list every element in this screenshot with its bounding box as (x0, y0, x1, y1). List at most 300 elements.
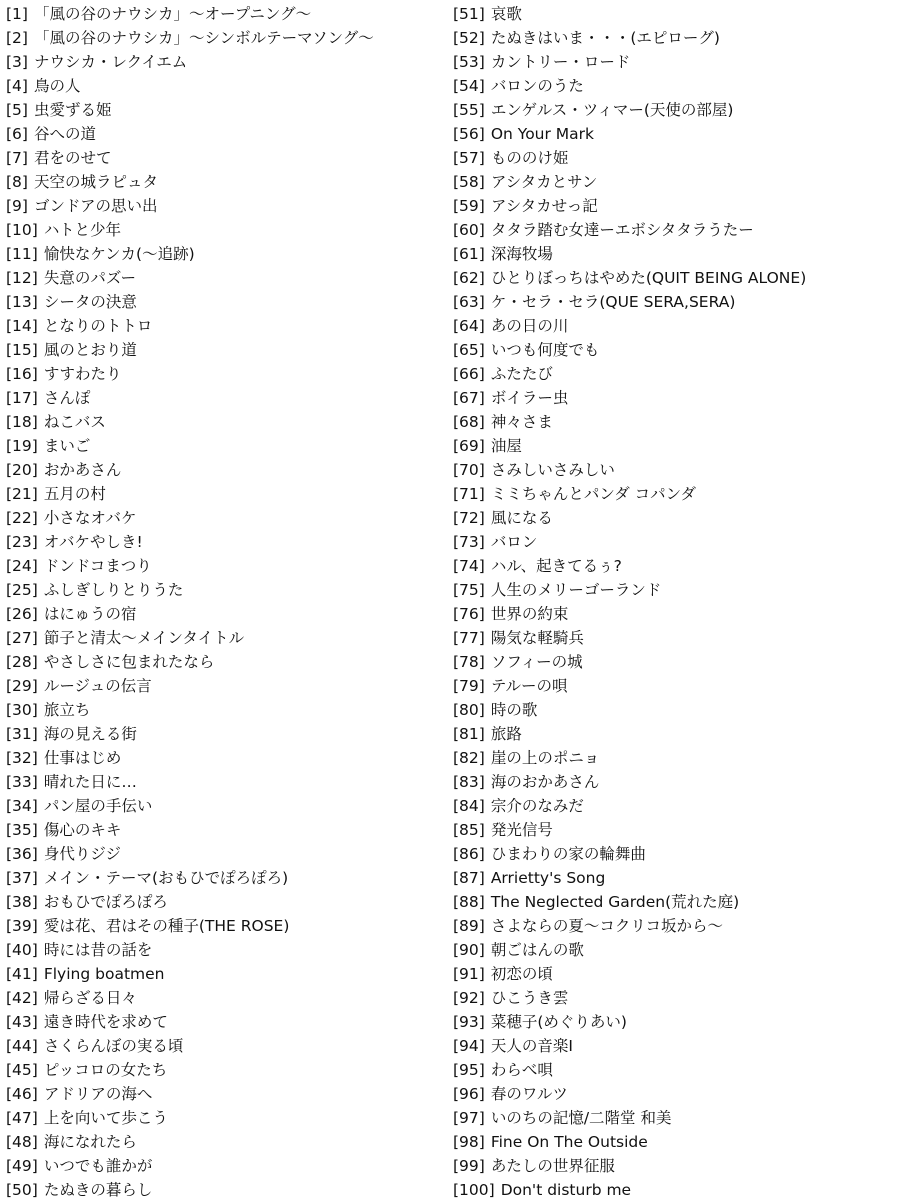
track-item (453, 914, 895, 938)
track-title: やさしさに包まれたなら (43, 653, 215, 671)
track-title: 谷への道 (33, 125, 96, 143)
track-number: [47] (6, 1109, 38, 1127)
track-title: Arrietty's Song (490, 869, 606, 887)
track-number: [44] (6, 1037, 38, 1055)
track-title: 天空の城ラピュタ (33, 173, 158, 191)
track-item (453, 146, 895, 170)
track-number: [25] (6, 581, 38, 599)
track-title: さよならの夏〜コクリコ坂から〜 (490, 917, 724, 935)
track-number: [63] (453, 293, 485, 311)
track-title: 菜穂子(めぐりあい) (490, 1013, 627, 1031)
track-number: [57] (453, 149, 485, 167)
track-title: ひこうき雲 (490, 989, 569, 1007)
track-item (453, 434, 895, 458)
track-item (6, 986, 446, 1010)
track-number: [19] (6, 437, 38, 455)
track-item (6, 314, 446, 338)
track-title: 鳥の人 (33, 77, 81, 95)
track-number: [10] (6, 221, 38, 239)
track-item (6, 746, 446, 770)
track-item (453, 314, 895, 338)
track-number: [100] (453, 1181, 495, 1199)
track-number: [37] (6, 869, 38, 887)
track-title: 小さなオバケ (43, 509, 137, 527)
track-item (453, 1154, 895, 1178)
track-item (453, 1178, 895, 1202)
track-title: 旅立ち (43, 701, 91, 719)
track-number: [49] (6, 1157, 38, 1175)
track-number: [1] (6, 5, 28, 23)
track-title: 愛は花、君はその種子(THE ROSE) (43, 917, 290, 935)
track-title: ナウシカ・レクイエム (33, 53, 188, 71)
track-item (6, 866, 446, 890)
track-item (453, 578, 895, 602)
track-number: [33] (6, 773, 38, 791)
track-item (6, 74, 446, 98)
track-item (6, 770, 446, 794)
track-title: ふしぎしりとりうた (43, 581, 184, 599)
track-item (453, 266, 895, 290)
track-column-right (453, 2, 895, 1202)
track-number: [17] (6, 389, 38, 407)
track-number: [67] (453, 389, 485, 407)
track-number: [50] (6, 1181, 38, 1199)
track-title: 油屋 (490, 437, 522, 455)
track-item (6, 458, 446, 482)
track-item (453, 194, 895, 218)
track-title: 失意のパズー (43, 269, 137, 287)
track-item (453, 338, 895, 362)
track-title: いつでも誰かが (43, 1157, 153, 1175)
track-number: [75] (453, 581, 485, 599)
track-item (453, 626, 895, 650)
track-number: [4] (6, 77, 28, 95)
track-number: [16] (6, 365, 38, 383)
track-title: 身代りジジ (43, 845, 121, 863)
track-item (6, 242, 446, 266)
track-item (6, 410, 446, 434)
track-title: 虫愛ずる姫 (33, 101, 112, 119)
track-number: [22] (6, 509, 38, 527)
track-title: 海のおかあさん (490, 773, 600, 791)
track-item (453, 362, 895, 386)
track-number: [65] (453, 341, 485, 359)
track-number: [81] (453, 725, 485, 743)
track-title: たぬきはいま・・・(エピローグ) (490, 29, 720, 47)
track-number: [84] (453, 797, 485, 815)
track-title: ケ・セラ・セラ(QUE SERA,SERA) (490, 293, 736, 311)
track-title: 春のワルツ (490, 1085, 568, 1103)
track-number: [5] (6, 101, 28, 119)
track-item (453, 746, 895, 770)
track-number: [3] (6, 53, 28, 71)
track-number: [55] (453, 101, 485, 119)
track-number: [34] (6, 797, 38, 815)
track-item (6, 794, 446, 818)
track-number: [69] (453, 437, 485, 455)
track-item (6, 362, 446, 386)
track-number: [83] (453, 773, 485, 791)
track-item (6, 338, 446, 362)
track-item (453, 1034, 895, 1058)
track-item (6, 674, 446, 698)
track-title: ハトと少年 (43, 221, 122, 239)
track-title: さくらんぼの実る頃 (43, 1037, 184, 1055)
track-title: ひまわりの家の輪舞曲 (490, 845, 646, 863)
track-item (6, 1178, 446, 1202)
track-item (6, 962, 446, 986)
track-item (6, 218, 446, 242)
track-title: Don't disturb me (500, 1181, 632, 1199)
track-number: [99] (453, 1157, 485, 1175)
track-title: ひとりぼっちはやめた(QUIT BEING ALONE) (490, 269, 807, 287)
track-title: 上を向いて歩こう (43, 1109, 168, 1127)
track-item (6, 170, 446, 194)
track-item (6, 122, 446, 146)
track-item (453, 794, 895, 818)
track-title: となりのトトロ (43, 317, 153, 335)
track-title: ミミちゃんとパンダ コパンダ (490, 485, 697, 503)
track-title: おもひでぽろぽろ (43, 893, 168, 911)
track-item (453, 1010, 895, 1034)
track-list (0, 2, 900, 1198)
track-number: [94] (453, 1037, 485, 1055)
track-item (453, 938, 895, 962)
track-title: オバケやしき! (43, 533, 143, 551)
track-number: [48] (6, 1133, 38, 1151)
track-number: [96] (453, 1085, 485, 1103)
track-item (453, 506, 895, 530)
track-item (453, 386, 895, 410)
track-number: [59] (453, 197, 485, 215)
track-number: [20] (6, 461, 38, 479)
track-item (453, 698, 895, 722)
track-item (6, 938, 446, 962)
track-number: [28] (6, 653, 38, 671)
track-title: 陽気な軽騎兵 (490, 629, 584, 647)
track-title: 五月の村 (43, 485, 106, 503)
track-item (6, 1106, 446, 1130)
track-number: [11] (6, 245, 38, 263)
track-title: アシタカせっ記 (490, 197, 598, 215)
track-item (6, 554, 446, 578)
track-number: [12] (6, 269, 38, 287)
track-item (6, 1010, 446, 1034)
track-item (6, 290, 446, 314)
track-title: ピッコロの女たち (43, 1061, 168, 1079)
track-title: 傷心のキキ (43, 821, 122, 839)
track-title: 愉快なケンカ(〜追跡) (43, 245, 195, 263)
track-number: [46] (6, 1085, 38, 1103)
track-number: [29] (6, 677, 38, 695)
track-number: [61] (453, 245, 485, 263)
track-title: Fine On The Outside (490, 1133, 648, 1151)
track-title: 風になる (490, 509, 553, 527)
track-item (6, 914, 446, 938)
track-item (453, 650, 895, 674)
track-item (6, 698, 446, 722)
track-item (453, 98, 895, 122)
track-title: いのちの記憶/二階堂 和美 (490, 1109, 672, 1127)
track-number: [38] (6, 893, 38, 911)
track-item (453, 554, 895, 578)
track-number: [41] (6, 965, 38, 983)
track-title: ハル、起きてるぅ? (490, 557, 622, 575)
track-item (453, 890, 895, 914)
track-title: ふたたび (490, 365, 553, 383)
track-item (453, 818, 895, 842)
track-title: アシタカとサン (490, 173, 598, 191)
track-item (6, 50, 446, 74)
track-number: [60] (453, 221, 485, 239)
track-number: [80] (453, 701, 485, 719)
track-title: アドリアの海へ (43, 1085, 153, 1103)
track-item (6, 578, 446, 602)
track-number: [70] (453, 461, 485, 479)
track-column-left (6, 2, 446, 1202)
track-number: [86] (453, 845, 485, 863)
track-title: 仕事はじめ (43, 749, 122, 767)
track-item (453, 962, 895, 986)
track-title: Flying boatmen (43, 965, 165, 983)
track-title: たぬきの暮らし (43, 1181, 153, 1199)
track-item (453, 242, 895, 266)
track-number: [7] (6, 149, 28, 167)
track-number: [95] (453, 1061, 485, 1079)
track-item (453, 602, 895, 626)
track-item (6, 386, 446, 410)
track-number: [52] (453, 29, 485, 47)
track-item (453, 986, 895, 1010)
track-title: シータの決意 (43, 293, 137, 311)
track-number: [78] (453, 653, 485, 671)
track-title: タタラ踏む女達ーエボシタタラうたー (490, 221, 754, 239)
track-title: ボイラー虫 (490, 389, 569, 407)
track-title: おかあさん (43, 461, 122, 479)
track-title: 風のとおり道 (43, 341, 137, 359)
track-number: [56] (453, 125, 485, 143)
track-number: [82] (453, 749, 485, 767)
track-number: [72] (453, 509, 485, 527)
track-item (453, 866, 895, 890)
track-item (6, 434, 446, 458)
track-item (453, 122, 895, 146)
track-item (453, 170, 895, 194)
track-number: [35] (6, 821, 38, 839)
track-number: [68] (453, 413, 485, 431)
track-item (453, 482, 895, 506)
track-title: 初恋の頃 (490, 965, 553, 983)
track-title: 帰らざる日々 (43, 989, 137, 1007)
track-item (6, 818, 446, 842)
track-number: [64] (453, 317, 485, 335)
track-number: [90] (453, 941, 485, 959)
track-title: ソフィーの城 (490, 653, 583, 671)
track-item (6, 650, 446, 674)
track-item (6, 1058, 446, 1082)
track-item (453, 530, 895, 554)
track-item (453, 458, 895, 482)
track-item (6, 2, 446, 26)
track-number: [8] (6, 173, 28, 191)
track-number: [97] (453, 1109, 485, 1127)
track-number: [27] (6, 629, 38, 647)
track-number: [62] (453, 269, 485, 287)
track-item (453, 74, 895, 98)
track-item (6, 1034, 446, 1058)
track-item (453, 2, 895, 26)
track-title: いつも何度でも (490, 341, 600, 359)
track-item (6, 26, 446, 50)
track-title: さんぽ (43, 389, 91, 407)
track-title: On Your Mark (490, 125, 595, 143)
track-title: ねこバス (43, 413, 106, 431)
track-item (453, 674, 895, 698)
track-number: [66] (453, 365, 485, 383)
track-item (453, 842, 895, 866)
track-item (453, 218, 895, 242)
track-item (6, 530, 446, 554)
track-item (453, 50, 895, 74)
track-title: 海になれたら (43, 1133, 137, 1151)
track-title: あたしの世界征服 (490, 1157, 615, 1175)
track-title: 神々さま (490, 413, 553, 431)
track-item (453, 410, 895, 434)
track-number: [93] (453, 1013, 485, 1031)
track-number: [92] (453, 989, 485, 1007)
track-title: まいご (43, 437, 91, 455)
track-number: [15] (6, 341, 38, 359)
track-number: [23] (6, 533, 38, 551)
track-title: テルーの唄 (490, 677, 568, 695)
track-title: あの日の川 (490, 317, 569, 335)
track-number: [43] (6, 1013, 38, 1031)
track-number: [9] (6, 197, 28, 215)
track-item (6, 146, 446, 170)
track-title: 人生のメリーゴーランド (490, 581, 662, 599)
track-number: [91] (453, 965, 485, 983)
track-title: 哀歌 (490, 5, 522, 23)
track-title: 時には昔の話を (43, 941, 153, 959)
track-item (453, 1106, 895, 1130)
track-title: 「風の谷のナウシカ」〜シンボルテーマソング〜 (33, 29, 374, 47)
track-title: メイン・テーマ(おもひでぽろぽろ) (43, 869, 289, 887)
track-title: バロン (490, 533, 538, 551)
track-item (6, 266, 446, 290)
track-number: [45] (6, 1061, 38, 1079)
track-title: すすわたり (43, 365, 122, 383)
track-title: もののけ姫 (490, 149, 569, 167)
track-number: [14] (6, 317, 38, 335)
track-title: ルージュの伝言 (43, 677, 152, 695)
track-item (453, 722, 895, 746)
track-title: 天人の音楽I (490, 1037, 573, 1055)
track-number: [18] (6, 413, 38, 431)
track-title: 「風の谷のナウシカ」〜オープニング〜 (33, 5, 312, 23)
track-title: パン屋の手伝い (43, 797, 153, 815)
track-number: [79] (453, 677, 485, 695)
track-item (6, 1082, 446, 1106)
track-item (453, 1130, 895, 1154)
track-title: さみしいさみしい (490, 461, 615, 479)
track-title: 時の歌 (490, 701, 538, 719)
track-item (453, 1082, 895, 1106)
track-number: [13] (6, 293, 38, 311)
track-number: [30] (6, 701, 38, 719)
track-item (453, 290, 895, 314)
track-number: [26] (6, 605, 38, 623)
track-item (6, 602, 446, 626)
track-title: はにゅうの宿 (43, 605, 137, 623)
track-item (6, 482, 446, 506)
track-item (6, 842, 446, 866)
track-title: 深海牧場 (490, 245, 553, 263)
track-title: エンゲルス・ツィマー(天使の部屋) (490, 101, 734, 119)
track-item (6, 722, 446, 746)
track-number: [87] (453, 869, 485, 887)
track-title: ゴンドアの思い出 (33, 197, 158, 215)
track-number: [54] (453, 77, 485, 95)
track-number: [32] (6, 749, 38, 767)
track-title: 発光信号 (490, 821, 553, 839)
track-number: [88] (453, 893, 485, 911)
track-item (453, 26, 895, 50)
track-title: 君をのせて (33, 149, 112, 167)
track-item (6, 1154, 446, 1178)
track-title: 海の見える街 (43, 725, 137, 743)
track-number: [6] (6, 125, 28, 143)
track-number: [31] (6, 725, 38, 743)
track-title: 宗介のなみだ (490, 797, 584, 815)
track-number: [39] (6, 917, 38, 935)
track-number: [53] (453, 53, 485, 71)
track-title: 旅路 (490, 725, 522, 743)
track-title: 遠き時代を求めて (43, 1013, 168, 1031)
track-item (6, 506, 446, 530)
track-title: 節子と清太〜メインタイトル (43, 629, 245, 647)
track-item (6, 98, 446, 122)
track-title: 晴れた日に… (43, 773, 137, 791)
track-number: [73] (453, 533, 485, 551)
track-number: [77] (453, 629, 485, 647)
track-title: わらべ唄 (490, 1061, 553, 1079)
track-number: [98] (453, 1133, 485, 1151)
track-item (6, 626, 446, 650)
track-title: The Neglected Garden(荒れた庭) (490, 893, 740, 911)
track-number: [24] (6, 557, 38, 575)
track-number: [89] (453, 917, 485, 935)
track-number: [58] (453, 173, 485, 191)
track-item (453, 1058, 895, 1082)
track-number: [85] (453, 821, 485, 839)
track-number: [21] (6, 485, 38, 503)
track-number: [40] (6, 941, 38, 959)
track-title: 世界の約束 (490, 605, 569, 623)
track-item (453, 770, 895, 794)
track-number: [36] (6, 845, 38, 863)
track-title: ドンドコまつり (43, 557, 152, 575)
track-item (6, 890, 446, 914)
track-item (6, 1130, 446, 1154)
track-title: カントリー・ロード (490, 53, 631, 71)
track-number: [2] (6, 29, 28, 47)
track-number: [76] (453, 605, 485, 623)
track-item (6, 194, 446, 218)
track-number: [71] (453, 485, 485, 503)
track-title: 崖の上のポニョ (490, 749, 600, 767)
track-number: [51] (453, 5, 485, 23)
track-title: バロンのうた (490, 77, 584, 95)
